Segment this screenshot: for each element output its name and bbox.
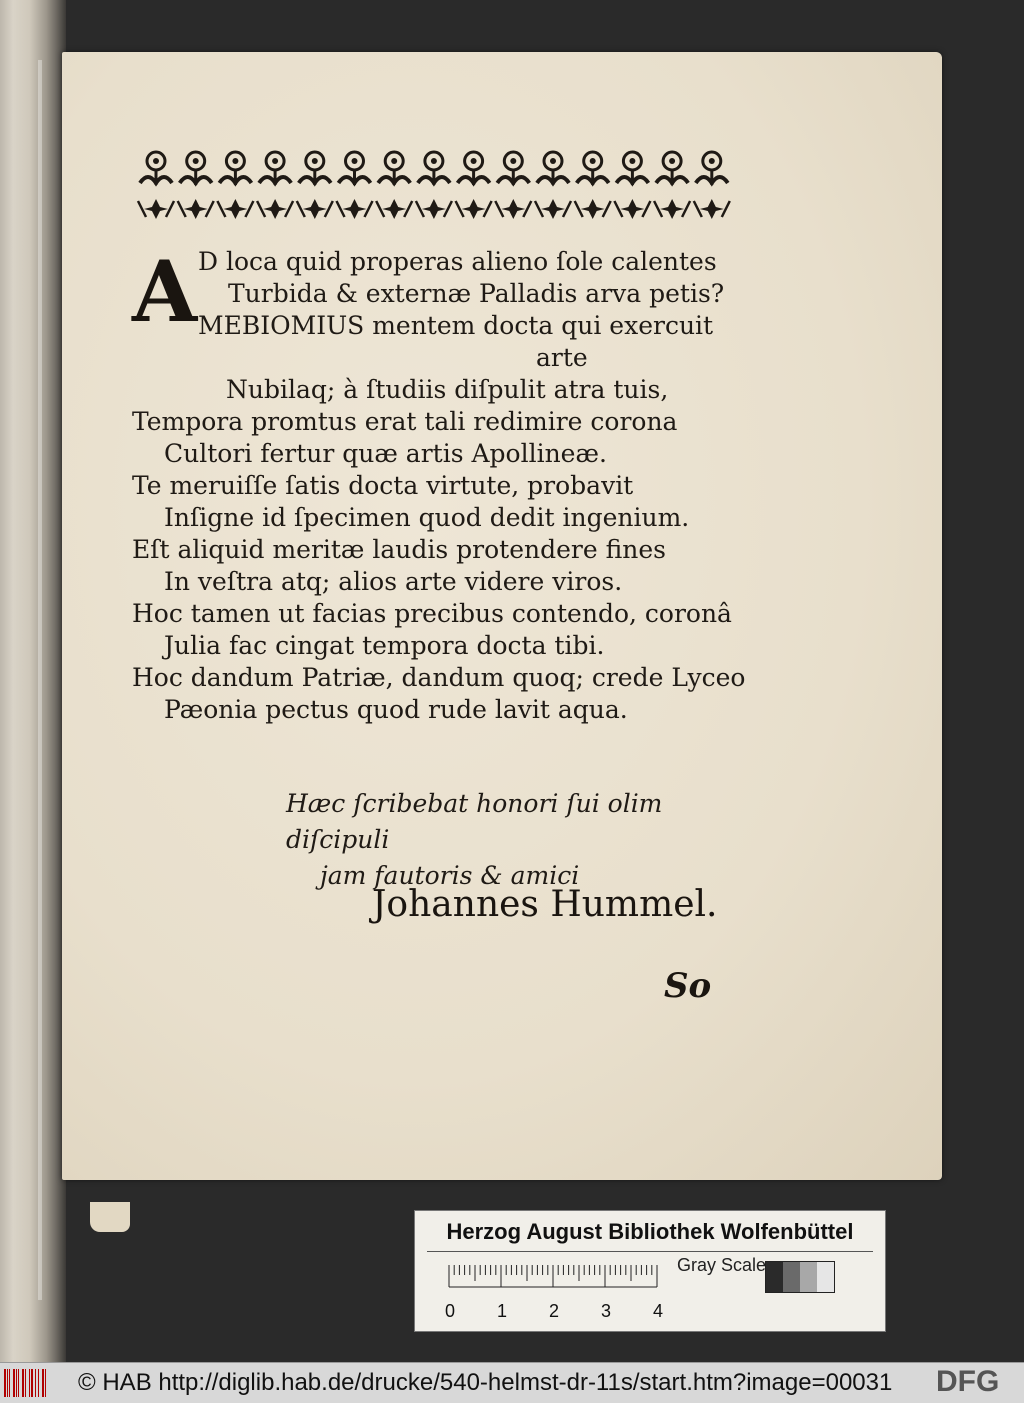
poem [132, 242, 752, 726]
star-ornament [217, 199, 253, 219]
flower-ornament [219, 152, 251, 185]
flower-ornament [140, 152, 172, 185]
ruler-number: 0 [445, 1301, 456, 1321]
flower-ornament [458, 152, 490, 185]
flower-ornament [616, 152, 648, 185]
gray-patch [800, 1262, 817, 1292]
library-name: Herzog August Bibliothek Wolfenbüttel [446, 1219, 854, 1244]
gray-patch [766, 1262, 783, 1292]
flower-ornament [378, 152, 410, 185]
gray-scale-patches [765, 1261, 835, 1293]
flower-ornament [259, 152, 291, 185]
source-url[interactable]: © HAB http://diglib.hab.de/drucke/540-helmst-dr-11s/start.htm?image=00031 [78, 1369, 893, 1396]
ruler-number: 2 [549, 1301, 560, 1321]
floral-ornament-band [136, 143, 732, 225]
color-reference-card [414, 1210, 886, 1332]
binding-edge [38, 60, 42, 1300]
flower-ornament [696, 152, 728, 185]
star-ornament [654, 199, 690, 219]
barcode-icon [4, 1369, 48, 1397]
poem-line: Hoc tamen ut facias precibus contendo, coronâ [132, 599, 732, 628]
dedication-line: Hæc ſcribebat honori ſui olim diſcipuli [286, 789, 663, 854]
poem-line: Eſt aliquid meritæ laudis protendere fines [132, 535, 666, 564]
dedication-line: jam fautoris & amici [320, 861, 580, 890]
poem-line: Pæonia pectus quod rude lavit aqua. [164, 695, 628, 724]
torn-corner [90, 1202, 130, 1232]
poem-line: Inſigne id ſpecimen quod dedit ingenium. [164, 503, 690, 532]
flower-ornament [577, 152, 609, 185]
poem-line: Julia fac cingat tempora docta tibi. [164, 631, 605, 660]
poem-line: Cultori fertur quæ artis Apollineæ. [164, 439, 607, 468]
ruler-number: 1 [497, 1301, 508, 1321]
card-divider [427, 1251, 873, 1252]
flower-ornament [537, 152, 569, 185]
poem-line: Te meruiſſe ſatis docta virtute, probavit [132, 471, 634, 500]
book-binding [0, 0, 66, 1362]
star-ornament [337, 199, 373, 219]
ornament-row-stars [138, 199, 730, 219]
star-ornament [456, 199, 492, 219]
catchword: So [664, 966, 712, 1006]
ruler-number: 4 [653, 1301, 664, 1321]
poem-line: D loca quid properas alieno ſole calentes [198, 247, 717, 276]
poem-line: Tempora promtus erat tali redimire corona [132, 407, 678, 436]
star-ornament [138, 199, 174, 219]
poem-line: arte [536, 343, 588, 372]
author-name: Johannes Hummel. [372, 884, 718, 925]
flower-ornament [299, 152, 331, 185]
star-ornament [535, 199, 571, 219]
poem-line: Nubilaq; à ſtudiis diſpulit atra tuis, [226, 375, 669, 404]
star-ornament [376, 199, 412, 219]
poem-line: Hoc dandum Patriæ, dandum quoq; crede Lyceo [132, 663, 746, 692]
gray-patch [783, 1262, 800, 1292]
footer-bar [0, 1362, 1024, 1403]
flower-ornament [418, 152, 450, 185]
flower-ornament [497, 152, 529, 185]
poem-line: Turbida & externæ Palladis arva petis? [228, 279, 725, 308]
dedication-note [286, 786, 746, 894]
gray-scale-label: Gray Scale [677, 1255, 767, 1275]
star-ornament [614, 199, 650, 219]
ruler-number: 3 [601, 1301, 612, 1321]
flower-ornament [180, 152, 212, 185]
star-ornament [694, 199, 730, 219]
flower-ornament [339, 152, 371, 185]
dfg-logo: DFG [936, 1365, 1000, 1398]
star-ornament [416, 199, 452, 219]
gray-patch [817, 1262, 834, 1292]
measurement-ruler [445, 1261, 681, 1321]
star-ornament [495, 199, 531, 219]
drop-cap: A [132, 242, 198, 341]
poem-line: In veſtra atq; alios arte videre viros. [164, 567, 623, 596]
ornament-row-flowers [140, 152, 728, 185]
star-ornament [178, 199, 214, 219]
flower-ornament [656, 152, 688, 185]
star-ornament [257, 199, 293, 219]
star-ornament [575, 199, 611, 219]
poem-line: MEBIOMIUS mentem docta qui exercuit [198, 311, 714, 340]
star-ornament [297, 199, 333, 219]
